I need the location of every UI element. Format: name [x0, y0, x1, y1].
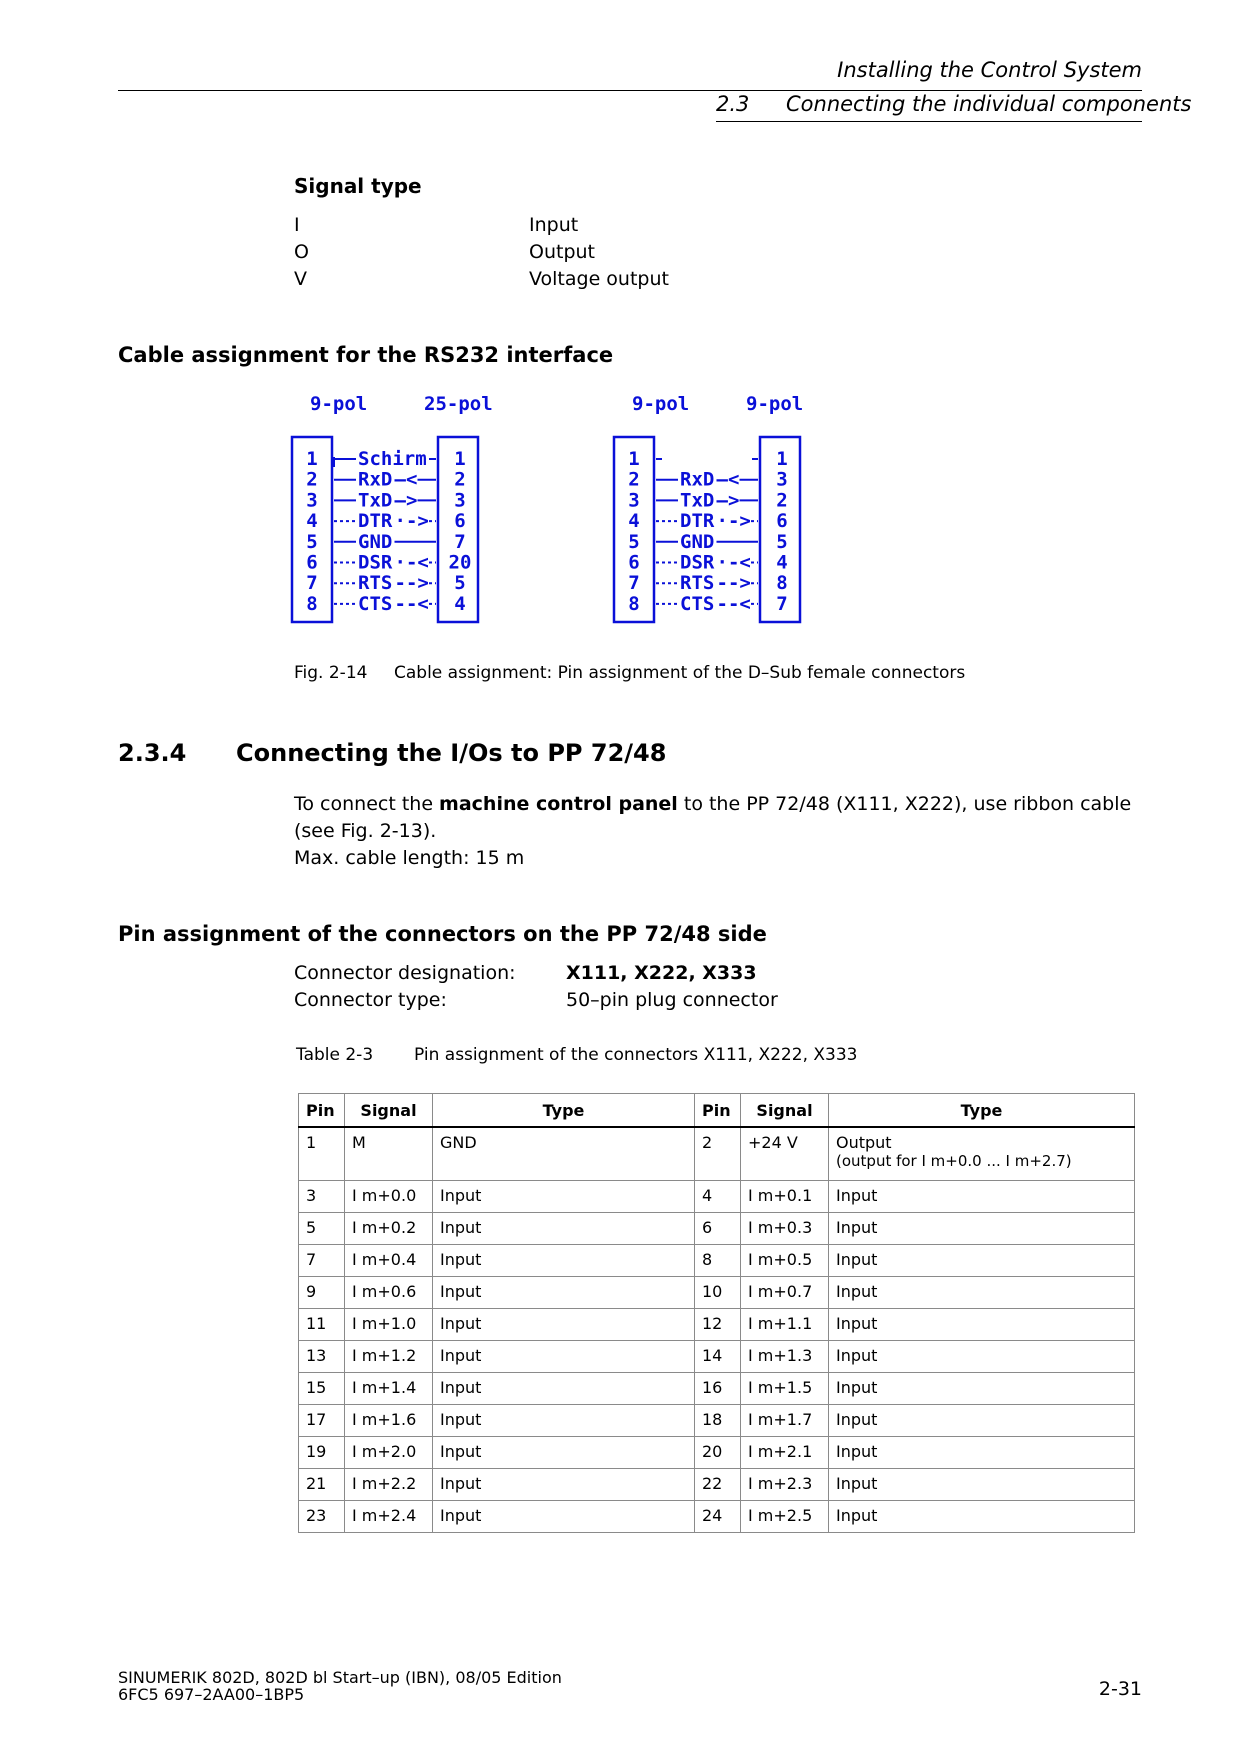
cell-signal: [741, 1180, 829, 1212]
signal-line-label: DSR: [680, 551, 715, 574]
cell-type: [829, 1212, 1135, 1244]
cell-text: Input: [836, 1409, 878, 1429]
signal-direction-arrow: -->: [394, 572, 429, 595]
cell-text: 8: [702, 1249, 713, 1269]
para-line-2: (see Fig. 2-13).: [294, 820, 437, 842]
signal-direction-arrow: ·-<: [716, 551, 751, 574]
cell-signal: [345, 1127, 433, 1180]
signal-direction-arrow: —>: [394, 489, 418, 512]
cell-type: [433, 1468, 695, 1500]
pin-number-b: 5: [454, 572, 466, 595]
cell-text: 19: [306, 1441, 327, 1461]
cell-text: 7: [306, 1249, 317, 1269]
chapter-title: Installing the Control System: [837, 58, 1142, 82]
cell-type: [829, 1276, 1135, 1308]
cell-signal: [345, 1276, 433, 1308]
rs232-heading: Cable assignment for the RS232 interface: [118, 343, 614, 367]
table-row: [299, 1308, 1135, 1340]
signal-type-code: I: [294, 214, 300, 236]
cell-pin: [695, 1308, 741, 1340]
pin-number-b: 5: [776, 530, 788, 553]
cell-type: [829, 1468, 1135, 1500]
signal-direction-arrow: --<: [716, 592, 751, 615]
connector-designation-value: X111, X222, X333: [566, 962, 757, 984]
cell-signal: [345, 1212, 433, 1244]
pin-number-b: 20: [448, 551, 472, 574]
diagram-9pol-25pol: [292, 393, 493, 622]
pin-number-a: 5: [306, 530, 318, 553]
cell-pin: [695, 1340, 741, 1372]
cell-text: Input: [440, 1217, 482, 1237]
connector-type-label: Connector type:: [294, 989, 447, 1011]
pin-number-b: 4: [454, 592, 466, 615]
section-2-3-4-number: 2.3.4: [118, 739, 187, 767]
cell-text: I m+0.7: [748, 1281, 813, 1301]
table-label: Table 2-3: [296, 1045, 374, 1065]
signal-line-label: TxD: [680, 489, 715, 512]
cell-pin: [695, 1500, 741, 1532]
cell-type: [829, 1244, 1135, 1276]
cell-text: 10: [702, 1281, 723, 1301]
cell-text: 21: [306, 1473, 327, 1493]
cell-text: Input: [836, 1345, 878, 1365]
cell-text: I m+0.0: [352, 1185, 417, 1205]
cell-type: [829, 1180, 1135, 1212]
pin-number-a: 8: [628, 592, 640, 615]
header-signal: Signal: [741, 1094, 829, 1128]
signal-type-description: Input: [529, 214, 579, 236]
para-text-pre: To connect the: [294, 793, 440, 815]
cell-signal: [741, 1127, 829, 1180]
para-line-3: Max. cable length: 15 m: [294, 847, 525, 869]
cell-signal: [345, 1436, 433, 1468]
cell-text: 2: [702, 1133, 713, 1152]
signal-direction-arrow: --<: [394, 592, 429, 615]
cell-type: [433, 1212, 695, 1244]
cell-pin: [695, 1404, 741, 1436]
cell-signal: [345, 1500, 433, 1532]
cell-pin: [299, 1276, 345, 1308]
cell-text: I m+1.3: [748, 1345, 813, 1365]
pin-number-a: 4: [628, 510, 640, 533]
cell-text: I m+0.5: [748, 1249, 813, 1269]
cell-type: [433, 1500, 695, 1532]
header-rule-short: [716, 121, 1142, 122]
signal-direction-arrow: —<: [716, 468, 740, 491]
cell-type: [433, 1276, 695, 1308]
cell-text: 12: [702, 1313, 723, 1333]
signal-line-label: GND: [680, 530, 715, 553]
section-title: Connecting the individual components: [786, 92, 1192, 116]
cell-type: [829, 1308, 1135, 1340]
cell-text: Input: [836, 1441, 878, 1461]
cell-text: Input: [440, 1505, 482, 1525]
cell-signal: [741, 1404, 829, 1436]
signal-line-label: Schirm: [358, 448, 427, 470]
pin-assignment-heading: Pin assignment of the connectors on the PP 72/48 side: [118, 922, 767, 946]
header-type: Type: [829, 1094, 1135, 1128]
connector-header-b: 25-pol: [424, 393, 493, 415]
cell-text: I m+2.3: [748, 1473, 813, 1493]
signal-type-title: Signal type: [294, 174, 422, 198]
cell-text: 17: [306, 1409, 327, 1429]
cell-text: 6: [702, 1217, 713, 1237]
table-row: [299, 1436, 1135, 1468]
cell-text: Input: [836, 1185, 878, 1205]
cell-signal: [345, 1308, 433, 1340]
cell-text: Input: [440, 1377, 482, 1397]
cell-text: I m+0.4: [352, 1249, 417, 1269]
cell-text: I m+1.7: [748, 1409, 813, 1429]
signal-line-label: DTR: [680, 510, 715, 533]
section-2-3-4-title: Connecting the I/Os to PP 72/48: [236, 739, 667, 767]
cell-text: I m+1.1: [748, 1313, 813, 1333]
table-row: [299, 1180, 1135, 1212]
signal-direction-arrow: ·->: [394, 510, 429, 533]
signal-type-description: Output: [529, 241, 595, 263]
cell-text: 11: [306, 1313, 327, 1333]
cell-text: M: [352, 1133, 366, 1152]
cell-text: Input: [836, 1217, 878, 1237]
pin-number-b: 1: [776, 448, 788, 470]
cell-pin: [299, 1180, 345, 1212]
cell-type: [829, 1404, 1135, 1436]
cell-text: I m+1.6: [352, 1409, 417, 1429]
cell-signal: [741, 1372, 829, 1404]
cell-signal: [741, 1212, 829, 1244]
cell-text: I m+1.4: [352, 1377, 417, 1397]
cell-signal: [345, 1468, 433, 1500]
table-row: [299, 1372, 1135, 1404]
cell-text: I m+0.1: [748, 1185, 813, 1205]
cell-text: Input: [440, 1409, 482, 1429]
cell-type: [433, 1372, 695, 1404]
pin-number-a: 2: [628, 468, 640, 491]
cell-text: I m+1.2: [352, 1345, 417, 1365]
cell-pin: [695, 1127, 741, 1180]
table-caption: Pin assignment of the connectors X111, X222, X333: [414, 1045, 858, 1065]
signal-direction-arrow: —<: [394, 468, 418, 491]
pin-number-a: 6: [628, 551, 640, 574]
signal-type-code: V: [294, 268, 307, 290]
pin-number-a: 6: [306, 551, 318, 574]
para-text-bold: machine control panel: [439, 793, 678, 815]
header-signal: Signal: [345, 1094, 433, 1128]
cell-text: Input: [440, 1345, 482, 1365]
cell-note: (output for I m+0.0 ... I m+2.7): [836, 1152, 1072, 1170]
cell-pin: [299, 1340, 345, 1372]
signal-line-label: TxD: [358, 489, 393, 512]
para-text-post: to the PP 72/48 (X111, X222), use ribbon cable: [677, 793, 1132, 815]
signal-direction-arrow: ·-<: [394, 551, 429, 574]
cell-type: [829, 1372, 1135, 1404]
cell-signal: [345, 1180, 433, 1212]
cell-pin: [695, 1276, 741, 1308]
cell-type: [433, 1404, 695, 1436]
pin-number-a: 4: [306, 510, 318, 533]
cell-text: I m+0.2: [352, 1217, 417, 1237]
pin-number-b: 6: [454, 510, 466, 533]
footer-order-number: 6FC5 697–2AA00–1BP5: [118, 1685, 305, 1704]
header-pin: Pin: [695, 1094, 741, 1128]
cell-text: 3: [306, 1185, 317, 1205]
table-row: [299, 1340, 1135, 1372]
cell-signal: [741, 1244, 829, 1276]
cell-type: [433, 1244, 695, 1276]
cell-text: 22: [702, 1473, 723, 1493]
cell-text: Input: [440, 1313, 482, 1333]
section-paragraph: [294, 791, 1131, 872]
cell-text: I m+1.0: [352, 1313, 417, 1333]
pin-number-b: 2: [776, 489, 788, 512]
cell-type: [433, 1180, 695, 1212]
cell-text: Input: [836, 1377, 878, 1397]
table-row: [299, 1244, 1135, 1276]
cell-signal: [345, 1404, 433, 1436]
cell-pin: [299, 1436, 345, 1468]
table-row: [299, 1404, 1135, 1436]
cell-text: Input: [836, 1249, 878, 1269]
pin-number-a: 1: [628, 448, 640, 470]
signal-line-label: RTS: [680, 572, 715, 595]
figure-label: Fig. 2-14: [294, 663, 368, 683]
signal-type-code: O: [294, 241, 309, 263]
cell-text: 20: [702, 1441, 723, 1461]
header-rule: [118, 90, 1142, 91]
signal-direction-arrow: ·->: [716, 510, 751, 533]
table-row: [299, 1276, 1135, 1308]
cell-text: 18: [702, 1409, 723, 1429]
cell-text: 13: [306, 1345, 327, 1365]
pin-number-a: 3: [628, 489, 640, 512]
cell-pin: [695, 1212, 741, 1244]
cell-type: [829, 1436, 1135, 1468]
section-number: 2.3: [716, 92, 750, 116]
cell-pin: [695, 1372, 741, 1404]
table-row: [299, 1468, 1135, 1500]
cell-text: Input: [836, 1281, 878, 1301]
cell-text: 14: [702, 1345, 723, 1365]
pin-number-b: 2: [454, 468, 466, 491]
cell-text: Input: [836, 1313, 878, 1333]
signal-line-label: RTS: [358, 572, 393, 595]
signal-line-label: CTS: [680, 592, 715, 615]
figure-caption: Cable assignment: Pin assignment of the D–Sub female connectors: [394, 663, 966, 683]
signal-line-label: RxD: [358, 468, 393, 491]
table-header-row: [299, 1094, 1135, 1128]
cell-pin: [299, 1404, 345, 1436]
cell-text: 5: [306, 1217, 317, 1237]
cell-text: I m+2.5: [748, 1505, 813, 1525]
cell-type: [433, 1308, 695, 1340]
pin-number-b: 4: [776, 551, 788, 574]
pin-number-b: 3: [776, 468, 788, 491]
cell-type: [433, 1340, 695, 1372]
cell-text: GND: [440, 1133, 477, 1152]
cell-pin: [695, 1244, 741, 1276]
connector-header-a: 9-pol: [632, 393, 690, 415]
cell-text: I m+0.6: [352, 1281, 417, 1301]
cell-text: I m+2.0: [352, 1441, 417, 1461]
cell-text: 16: [702, 1377, 723, 1397]
pin-number-a: 5: [628, 530, 640, 553]
cell-text: 24: [702, 1505, 723, 1525]
cell-text: Output: [836, 1133, 892, 1152]
cell-text: Input: [836, 1473, 878, 1493]
cell-text: Input: [440, 1185, 482, 1205]
cell-pin: [299, 1308, 345, 1340]
cell-signal: [741, 1276, 829, 1308]
pin-number-a: 8: [306, 592, 318, 615]
table-row: [299, 1212, 1135, 1244]
cell-text: Input: [440, 1281, 482, 1301]
cell-signal: [345, 1340, 433, 1372]
table-row: [299, 1127, 1135, 1180]
cell-text: 15: [306, 1377, 327, 1397]
cell-pin: [299, 1500, 345, 1532]
cell-text: Input: [440, 1473, 482, 1493]
pin-number-b: 3: [454, 489, 466, 512]
cell-type: [433, 1436, 695, 1468]
cell-text: 4: [702, 1185, 713, 1205]
cell-pin: [299, 1212, 345, 1244]
signal-line-label: GND: [358, 530, 393, 553]
pin-assignment-table: [298, 1093, 1135, 1533]
cell-pin: [299, 1468, 345, 1500]
cell-pin: [299, 1244, 345, 1276]
pin-number-a: 3: [306, 489, 318, 512]
cell-signal: [741, 1340, 829, 1372]
diagram-9pol-9pol: [614, 393, 803, 622]
cell-signal: [741, 1308, 829, 1340]
cell-pin: [695, 1436, 741, 1468]
cell-pin: [299, 1372, 345, 1404]
cell-pin: [695, 1180, 741, 1212]
connector-header-a: 9-pol: [310, 393, 368, 415]
table-row: [299, 1500, 1135, 1532]
connector-designation-label: Connector designation:: [294, 962, 516, 984]
cell-text: I m+1.5: [748, 1377, 813, 1397]
cell-text: 1: [306, 1133, 317, 1152]
signal-line-label: DSR: [358, 551, 393, 574]
pin-number-a: 2: [306, 468, 318, 491]
cell-text: 23: [306, 1505, 327, 1525]
cell-text: Input: [440, 1249, 482, 1269]
pin-number-b: 6: [776, 510, 788, 533]
footer-edition: SINUMERIK 802D, 802D bl Start–up (IBN), 08/05 Edition: [118, 1668, 562, 1687]
cell-text: 9: [306, 1281, 317, 1301]
pin-number-a: 7: [628, 572, 640, 595]
cell-text: I m+2.2: [352, 1473, 417, 1493]
cell-type: [829, 1127, 1135, 1180]
header-pin: Pin: [299, 1094, 345, 1128]
cell-signal: [741, 1500, 829, 1532]
connector-header-b: 9-pol: [746, 393, 804, 415]
cell-type: [829, 1500, 1135, 1532]
cell-pin: [299, 1127, 345, 1180]
pin-number-b: 8: [776, 572, 788, 595]
signal-type-description: Voltage output: [529, 268, 669, 290]
pin-number-b: 1: [454, 448, 466, 470]
signal-line-label: CTS: [358, 592, 393, 615]
signal-direction-arrow: -->: [716, 572, 751, 595]
cell-signal: [741, 1468, 829, 1500]
cell-text: I m+0.3: [748, 1217, 813, 1237]
cell-type: [829, 1340, 1135, 1372]
cell-text: I m+2.4: [352, 1505, 417, 1525]
header-type: Type: [433, 1094, 695, 1128]
cell-text: +24 V: [748, 1133, 798, 1152]
signal-line-label: RxD: [680, 468, 715, 491]
cell-signal: [345, 1372, 433, 1404]
cell-signal: [345, 1244, 433, 1276]
cell-text: Input: [836, 1505, 878, 1525]
cell-text: I m+2.1: [748, 1441, 813, 1461]
pin-number-b: 7: [776, 592, 788, 615]
pin-number-b: 7: [454, 530, 466, 553]
pin-number-a: 7: [306, 572, 318, 595]
cell-signal: [741, 1436, 829, 1468]
cell-text: Input: [440, 1441, 482, 1461]
page-number: 2-31: [1098, 1678, 1142, 1700]
cell-type: [433, 1127, 695, 1180]
signal-line-label: DTR: [358, 510, 393, 533]
rs232-diagram: [290, 390, 860, 646]
cell-pin: [695, 1468, 741, 1500]
pin-number-a: 1: [306, 448, 318, 470]
connector-type-value: 50–pin plug connector: [566, 989, 778, 1011]
signal-direction-arrow: —>: [716, 489, 740, 512]
